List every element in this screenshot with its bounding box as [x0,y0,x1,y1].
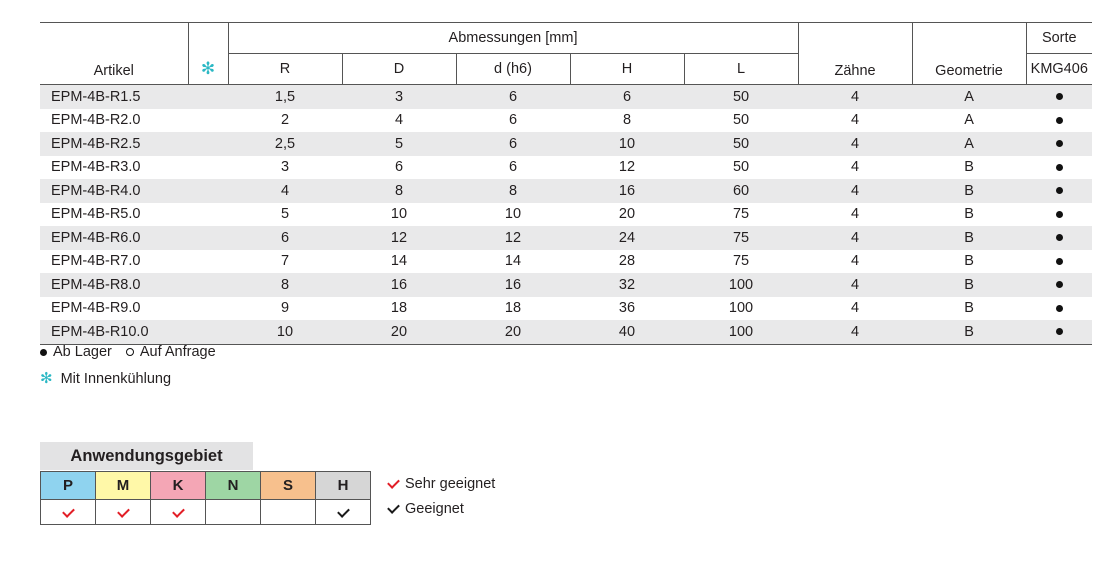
cell-geometrie: A [912,85,1026,109]
cell-artikel: EPM-4B-R10.0 [40,320,188,344]
cell-d: 6 [394,159,404,176]
cell-coolant [188,273,228,297]
cell-r: 9 [280,300,290,317]
cell-availability [1026,203,1092,227]
legend-suitable: Geeignet [405,501,464,517]
cell-dh6: 20 [456,320,570,344]
black-check-icon [337,505,350,518]
cell-dh6: 8 [456,179,570,203]
in-stock-dot-icon [1056,140,1063,147]
cell-artikel: EPM-4B-R9.0 [51,300,141,317]
cell-l: 100 [728,300,754,317]
cell-availability [1026,297,1092,321]
cell-d: 3 [342,85,456,109]
cell-geometrie: B [912,320,1026,344]
cell-h: 40 [570,320,684,344]
cell-artikel: EPM-4B-R2.5 [40,132,188,156]
cell-artikel: EPM-4B-R5.0 [51,206,141,223]
cell-h: 28 [618,253,636,270]
rating-m [96,500,151,525]
col-header-sorte: Sorte [1026,23,1092,54]
in-stock-dot-icon [1056,281,1063,288]
cell-d: 4 [394,112,404,129]
application-table [40,471,371,525]
cell-l: 100 [684,273,798,297]
cell-geometrie: A [964,112,974,129]
cell-dh6: 18 [504,300,522,317]
in-stock-dot-icon [1056,328,1063,335]
cell-zaehne: 4 [798,320,912,344]
in-stock-dot-icon [1056,117,1063,124]
col-header-d: D [342,54,456,85]
cell-zaehne: 4 [798,179,912,203]
cell-l: 50 [732,159,750,176]
table-row [40,226,1092,250]
cell-geometrie: B [964,253,974,270]
col-header-dh6: d (h6) [456,54,570,85]
cell-coolant [188,250,228,274]
cell-h: 10 [570,132,684,156]
in-stock-dot-icon [40,349,47,356]
cell-zaehne: 4 [850,206,860,223]
cell-dh6: 12 [456,226,570,250]
on-request-ring-icon [126,348,134,356]
cell-d: 8 [342,179,456,203]
rating-k [151,500,206,525]
cell-d: 18 [390,300,408,317]
cell-l: 100 [684,320,798,344]
red-check-icon [172,505,185,518]
cell-r: 2,5 [228,132,342,156]
availability-legend [40,344,216,360]
cell-r: 3 [280,159,290,176]
col-header-zaehne: Zähne [798,23,912,85]
col-header-l: L [684,54,798,85]
snowflake-icon: ✻ [200,59,216,78]
cell-coolant [188,132,228,156]
cell-zaehne: 4 [798,85,912,109]
cell-artikel: EPM-4B-R3.0 [51,159,141,176]
cell-h: 24 [570,226,684,250]
cell-zaehne: 4 [798,226,912,250]
cell-r: 6 [228,226,342,250]
in-stock-dot-icon [1056,234,1063,241]
legend-internal-cooling: Mit Innenkühlung [60,371,172,387]
cell-d: 14 [390,253,408,270]
cooling-legend [40,369,171,387]
cell-r: 10 [228,320,342,344]
cell-availability [1026,226,1092,250]
material-n: N [206,472,261,500]
cell-coolant [188,109,228,133]
table-row [40,297,1092,321]
cell-availability [1026,109,1092,133]
cell-h: 8 [622,112,632,129]
material-s: S [261,472,316,500]
red-check-icon [117,505,130,518]
cell-d: 20 [342,320,456,344]
rating-row [41,500,371,525]
material-k: K [151,472,206,500]
cell-availability [1026,156,1092,180]
table-row [40,179,1092,203]
cell-geometrie: B [964,206,974,223]
cell-l: 75 [732,206,750,223]
cell-artikel: EPM-4B-R8.0 [40,273,188,297]
cell-r: 1,5 [228,85,342,109]
cell-l: 75 [732,253,750,270]
rating-s [261,500,316,525]
cell-availability [1026,179,1092,203]
product-table [40,22,1092,345]
table-row [40,203,1092,227]
cell-geometrie: A [912,132,1026,156]
col-header-geometrie: Geometrie [912,23,1026,85]
cell-dh6: 14 [504,253,522,270]
cell-h: 20 [618,206,636,223]
cell-zaehne: 4 [798,273,912,297]
in-stock-dot-icon [1056,187,1063,194]
cell-h: 12 [618,159,636,176]
cell-r: 7 [280,253,290,270]
cell-h: 6 [570,85,684,109]
cell-r: 8 [228,273,342,297]
cell-h: 36 [618,300,636,317]
cell-coolant [188,203,228,227]
very-suitable-legend [390,476,495,492]
cell-dh6: 6 [456,132,570,156]
cell-dh6: 6 [508,112,518,129]
red-check-icon [387,476,400,489]
cell-r: 5 [280,206,290,223]
in-stock-dot-icon [1056,305,1063,312]
table-row [40,250,1092,274]
cell-coolant [188,226,228,250]
material-m: M [96,472,151,500]
black-check-icon [387,501,400,514]
suitable-legend [390,501,464,517]
cell-d: 16 [342,273,456,297]
cell-d: 12 [342,226,456,250]
col-header-h: H [570,54,684,85]
cell-coolant [188,179,228,203]
cell-availability [1026,273,1092,297]
application-title: Anwendungsgebiet [40,442,253,470]
rating-n [206,500,261,525]
cell-coolant [188,85,228,109]
material-h: H [316,472,371,500]
cell-zaehne: 4 [798,132,912,156]
cell-l: 50 [684,132,798,156]
cell-dh6: 10 [504,206,522,223]
cell-l: 75 [684,226,798,250]
cell-artikel: EPM-4B-R2.0 [51,112,141,129]
cell-l: 60 [684,179,798,203]
coolant-header-icon [188,23,228,85]
cell-geometrie: B [912,179,1026,203]
table-row [40,156,1092,180]
cell-artikel: EPM-4B-R4.0 [40,179,188,203]
col-header-r: R [228,54,342,85]
cell-dh6: 16 [456,273,570,297]
rating-h [316,500,371,525]
cell-zaehne: 4 [850,300,860,317]
legend-on-request: Auf Anfrage [139,344,216,360]
red-check-icon [62,505,75,518]
cell-zaehne: 4 [850,159,860,176]
legend-very-suitable: Sehr geeignet [405,476,496,492]
material-row [41,472,371,500]
cell-availability [1026,250,1092,274]
cell-coolant [188,320,228,344]
material-p: P [41,472,96,500]
product-rows [40,85,1092,345]
in-stock-dot-icon [1056,164,1063,171]
cell-availability [1026,132,1092,156]
cell-availability [1026,85,1092,109]
table-row [40,109,1092,133]
cell-h: 32 [570,273,684,297]
cell-l: 50 [684,85,798,109]
cell-dh6: 6 [456,85,570,109]
cell-geometrie: B [912,273,1026,297]
cell-l: 50 [732,112,750,129]
cell-artikel: EPM-4B-R6.0 [40,226,188,250]
table-row [40,273,1092,297]
cell-geometrie: B [964,300,974,317]
cell-dh6: 6 [508,159,518,176]
cell-artikel: EPM-4B-R7.0 [51,253,141,270]
cell-geometrie: B [964,159,974,176]
cell-artikel: EPM-4B-R1.5 [40,85,188,109]
col-group-dimensions: Abmessungen [mm] [228,23,798,54]
cell-h: 16 [570,179,684,203]
cell-geometrie: B [912,226,1026,250]
legend-in-stock: Ab Lager [53,344,112,360]
cell-d: 5 [342,132,456,156]
cell-zaehne: 4 [850,112,860,129]
in-stock-dot-icon [1056,211,1063,218]
cell-zaehne: 4 [850,253,860,270]
table-row [40,85,1092,109]
rating-p [41,500,96,525]
cell-r: 2 [280,112,290,129]
snowflake-icon: ✻ [40,370,53,387]
cell-coolant [188,297,228,321]
col-header-artikel: Artikel [40,23,188,85]
cell-coolant [188,156,228,180]
in-stock-dot-icon [1056,93,1063,100]
col-header-grade: KMG406 [1026,54,1092,85]
in-stock-dot-icon [1056,258,1063,265]
table-row [40,132,1092,156]
table-row [40,320,1092,344]
cell-availability [1026,320,1092,344]
cell-d: 10 [390,206,408,223]
cell-r: 4 [228,179,342,203]
